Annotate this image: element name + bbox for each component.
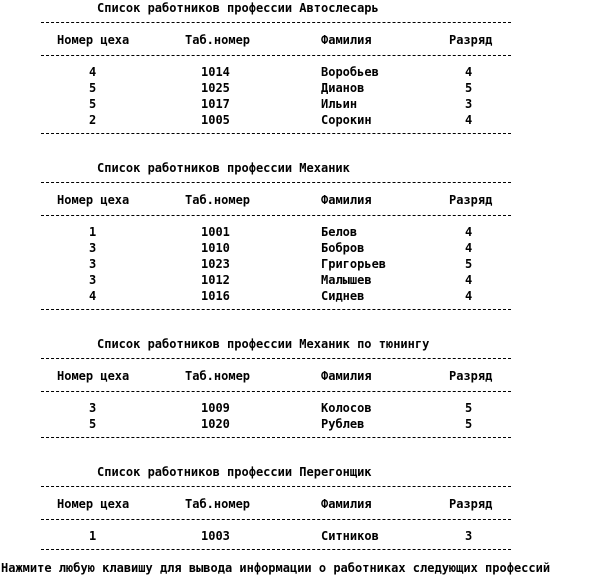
- section-title: Список работников профессии Автослесарь: [97, 1, 379, 15]
- cell-grade: 4: [465, 225, 473, 239]
- column-header-name: Фамилия: [321, 193, 372, 207]
- cell-shop: 5: [89, 97, 97, 111]
- column-header-shop: Номер цеха: [57, 33, 130, 47]
- table-rule: [41, 549, 511, 550]
- table-rule: [41, 215, 511, 216]
- section-title: Список работников профессии Перегонщик: [97, 465, 372, 479]
- column-header-grade: Разряд: [449, 497, 493, 511]
- cell-name: Рублев: [321, 417, 365, 431]
- cell-shop: 4: [89, 289, 97, 303]
- cell-grade: 4: [465, 273, 473, 287]
- cell-name: Белов: [321, 225, 358, 239]
- column-header-tab: Таб.номер: [185, 497, 251, 511]
- cell-grade: 4: [465, 289, 473, 303]
- cell-grade: 5: [465, 417, 473, 431]
- column-header-name: Фамилия: [321, 497, 372, 511]
- column-header-name: Фамилия: [321, 369, 372, 383]
- cell-grade: 3: [465, 97, 473, 111]
- section-title: Список работников профессии Механик: [97, 161, 350, 175]
- cell-shop: 3: [89, 401, 97, 415]
- cell-name: Сорокин: [321, 113, 372, 127]
- cell-grade: 4: [465, 241, 473, 255]
- table-rule: [41, 519, 511, 520]
- cell-shop: 3: [89, 257, 97, 271]
- section-title: Список работников профессии Механик по тюнингу: [97, 337, 430, 351]
- table-rule: [41, 358, 511, 359]
- cell-tab: 1009: [201, 401, 230, 415]
- column-header-grade: Разряд: [449, 369, 493, 383]
- cell-tab: 1012: [201, 273, 230, 287]
- cell-shop: 5: [89, 81, 97, 95]
- column-header-shop: Номер цеха: [57, 193, 130, 207]
- cell-tab: 1017: [201, 97, 230, 111]
- table-rule: [41, 133, 511, 134]
- cell-name: Григорьев: [321, 257, 387, 271]
- cell-shop: 1: [89, 529, 97, 543]
- column-header-tab: Таб.номер: [185, 369, 251, 383]
- cell-tab: 1014: [201, 65, 230, 79]
- cell-grade: 5: [465, 81, 473, 95]
- cell-tab: 1020: [201, 417, 230, 431]
- cell-tab: 1010: [201, 241, 230, 255]
- cell-shop: 3: [89, 241, 97, 255]
- cell-shop: 2: [89, 113, 97, 127]
- cell-tab: 1005: [201, 113, 230, 127]
- table-rule: [41, 486, 511, 487]
- cell-shop: 4: [89, 65, 97, 79]
- cell-name: Колосов: [321, 401, 372, 415]
- table-rule: [41, 309, 511, 310]
- column-header-tab: Таб.номер: [185, 193, 251, 207]
- cell-tab: 1003: [201, 529, 230, 543]
- cell-name: Ильин: [321, 97, 358, 111]
- cell-name: Ситников: [321, 529, 379, 543]
- column-header-tab: Таб.номер: [185, 33, 251, 47]
- cell-name: Малышев: [321, 273, 372, 287]
- cell-shop: 3: [89, 273, 97, 287]
- cell-grade: 5: [465, 401, 473, 415]
- table-rule: [41, 437, 511, 438]
- column-header-shop: Номер цеха: [57, 497, 130, 511]
- table-rule: [41, 391, 511, 392]
- cell-grade: 4: [465, 113, 473, 127]
- column-header-grade: Разряд: [449, 33, 493, 47]
- column-header-shop: Номер цеха: [57, 369, 130, 383]
- table-rule: [41, 55, 511, 56]
- cell-name: Бобров: [321, 241, 365, 255]
- cell-grade: 4: [465, 65, 473, 79]
- column-header-name: Фамилия: [321, 33, 372, 47]
- cell-name: Сиднев: [321, 289, 365, 303]
- cell-grade: 3: [465, 529, 473, 543]
- cell-tab: 1001: [201, 225, 230, 239]
- cell-shop: 1: [89, 225, 97, 239]
- cell-tab: 1025: [201, 81, 230, 95]
- column-header-grade: Разряд: [449, 193, 493, 207]
- cell-grade: 5: [465, 257, 473, 271]
- cell-tab: 1016: [201, 289, 230, 303]
- table-rule: [41, 182, 511, 183]
- cell-name: Дианов: [321, 81, 365, 95]
- continue-prompt: Нажмите любую клавишу для вывода информации о работниках следующих профессий: [1, 561, 551, 575]
- cell-tab: 1023: [201, 257, 230, 271]
- cell-shop: 5: [89, 417, 97, 431]
- table-rule: [41, 22, 511, 23]
- cell-name: Воробьев: [321, 65, 379, 79]
